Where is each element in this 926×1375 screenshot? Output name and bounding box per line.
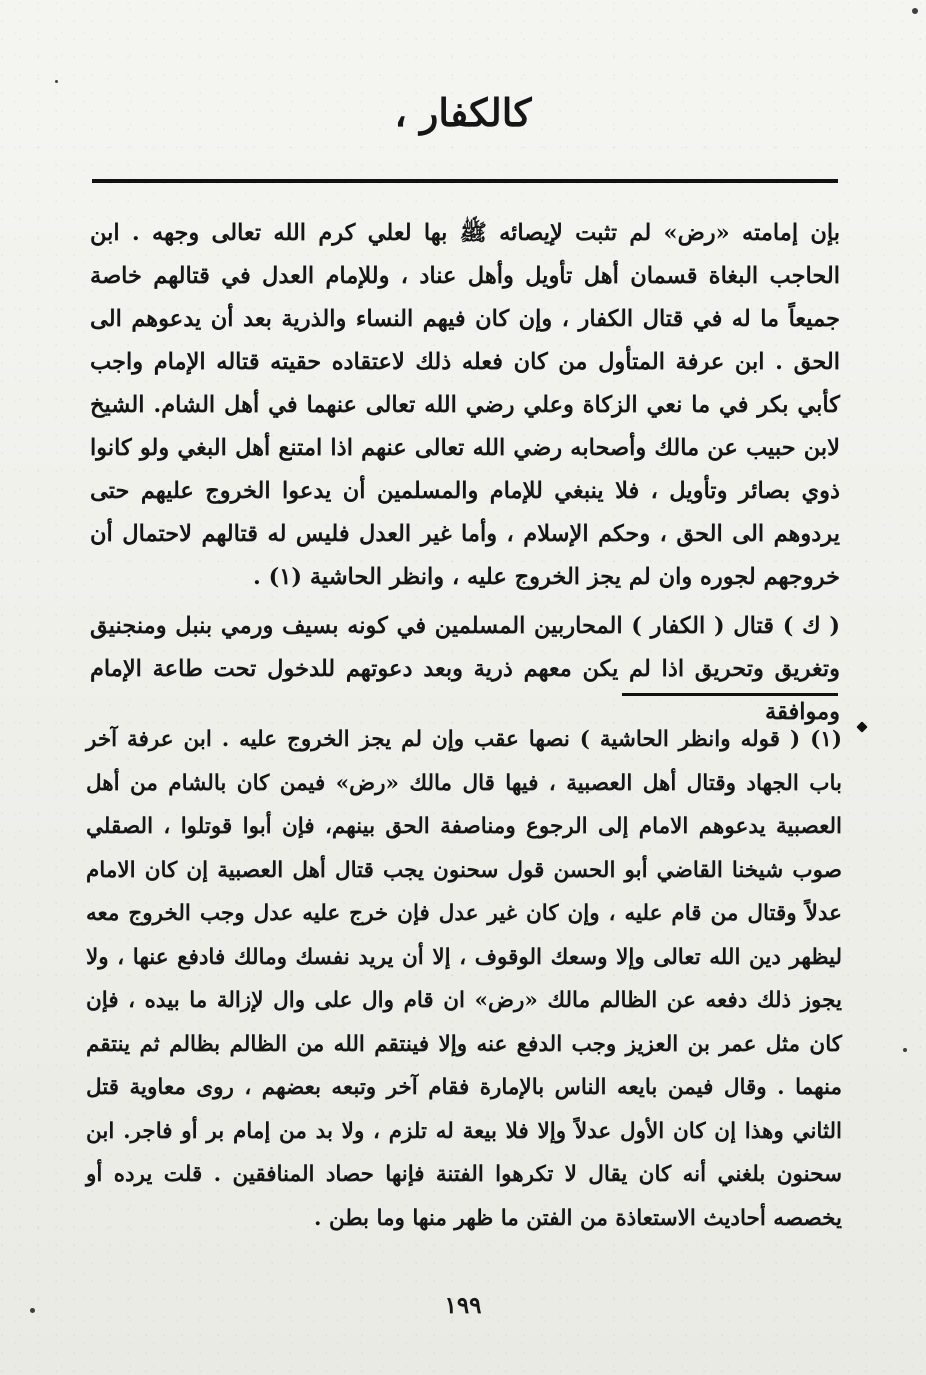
scan-speck <box>30 1308 35 1313</box>
page-number: ١٩٩ <box>444 1292 482 1319</box>
scan-speck <box>55 80 58 83</box>
paragraph-2: ( ك ) قتال ( الكفار ) المحاربين المسلمين في كونه بسيف ورمي بنبل ومنجنيق وتغريق وتحريق اذا لم يكن معهم ذرية وبعد دعوتهم للدخول تحت طاعة الإمام وموافقة <box>90 613 840 725</box>
footnote-divider <box>622 693 838 696</box>
page-title: كالكفار ، <box>394 90 532 135</box>
footnote-mark <box>856 721 867 732</box>
paragraph-1: بإن إمامته «رض» لم تثبت لإيصائه ﷺ بها لعلي كرم الله تعالى وجهه . ابن الحاجب البغاة قسمان أهل تأويل وأهل عناد ، وللإمام العدل في قتالهم خاصة جميعاً ما له في قتال الكفار ، وإن كان فيهم النساء والذرية بعد أن يدعوهم الى الحق . ابن عرفة المتأول من كان فعله ذلك لاعتقاده حقيته قتاله الإمام واجب كأبي بكر في ما نعي الزكاة وعلي رضي الله تعالى عنهما في أهل الشام. الشيخ لابن حبيب عن مالك وأصحابه رضي الله تعالى عنهم اذا امتنع أهل البغي ولو كانوا ذوي بصائر وتأويل ، فلا ينبغي للإمام والمسلمين أن يدعوا الخروج عليهم حتى يردوهم الى الحق ، وحكم الإسلام ، وأما غير العدل فليس له قتالهم لاحتمال أن خروجهم لجوره وان لم يجز الخروج عليه ، وانظر الحاشية (١) . <box>90 220 840 590</box>
header-divider <box>92 179 838 183</box>
footnote-text: (١) ( قوله وانظر الحاشية ) نصها عقب وإن لم يجز الخروج عليه . ابن عرفة آخر باب الجهاد وقتال أهل العصبية ، فيها قال مالك «رض» فيمن كان بالشام من أهل العصبية يدعوهم الامام إلى الرجوع ومناصفة الحق بينهم، فإن أبوا قوتلوا ، الصقلي صوب شيخنا القاضي أبو الحسن قول سحنون يجب قتال أهل العصبية إن كان الامام عدلاً وقتال من قام عليه ، وإن كان غير عدل فإن خرج عليه عدل وجب الخروج معه ليظهر دين الله تعالى وإلا وسعك الوقوف ، إلا أن يريد نفسك ومالك فادفع عنها ، ولا يجوز ذلك دفعه عن الظالم مالك «رض» ان قام وال على وال لإزالة ما بيده ، فإن كان مثل عمر بن العزيز وجب الدفع عنه وإلا فينتقم الله من الظالم بظالم ثم ينتقم منهما . وقال فيمن بايعه الناس بالإمارة فقام آخر وتبعه بعضهم ، روى معاوية قتل الثاني وهذا إن كان الأول عدلاً وإلا فلا بيعة له تلزم ، ولا بد من إمام بر أو فاجر. ابن سحنون بلغني أنه كان يقال لا تكرهوا الفتنة فإنها حصاد المنافقين . قلت يرده أو يخصصه أحاديث الاستعاذة من الفتن ما ظهر منها وما بطن . <box>86 727 842 1231</box>
main-text <box>90 212 840 734</box>
scan-speck <box>903 1048 907 1052</box>
scan-speck <box>912 8 918 14</box>
